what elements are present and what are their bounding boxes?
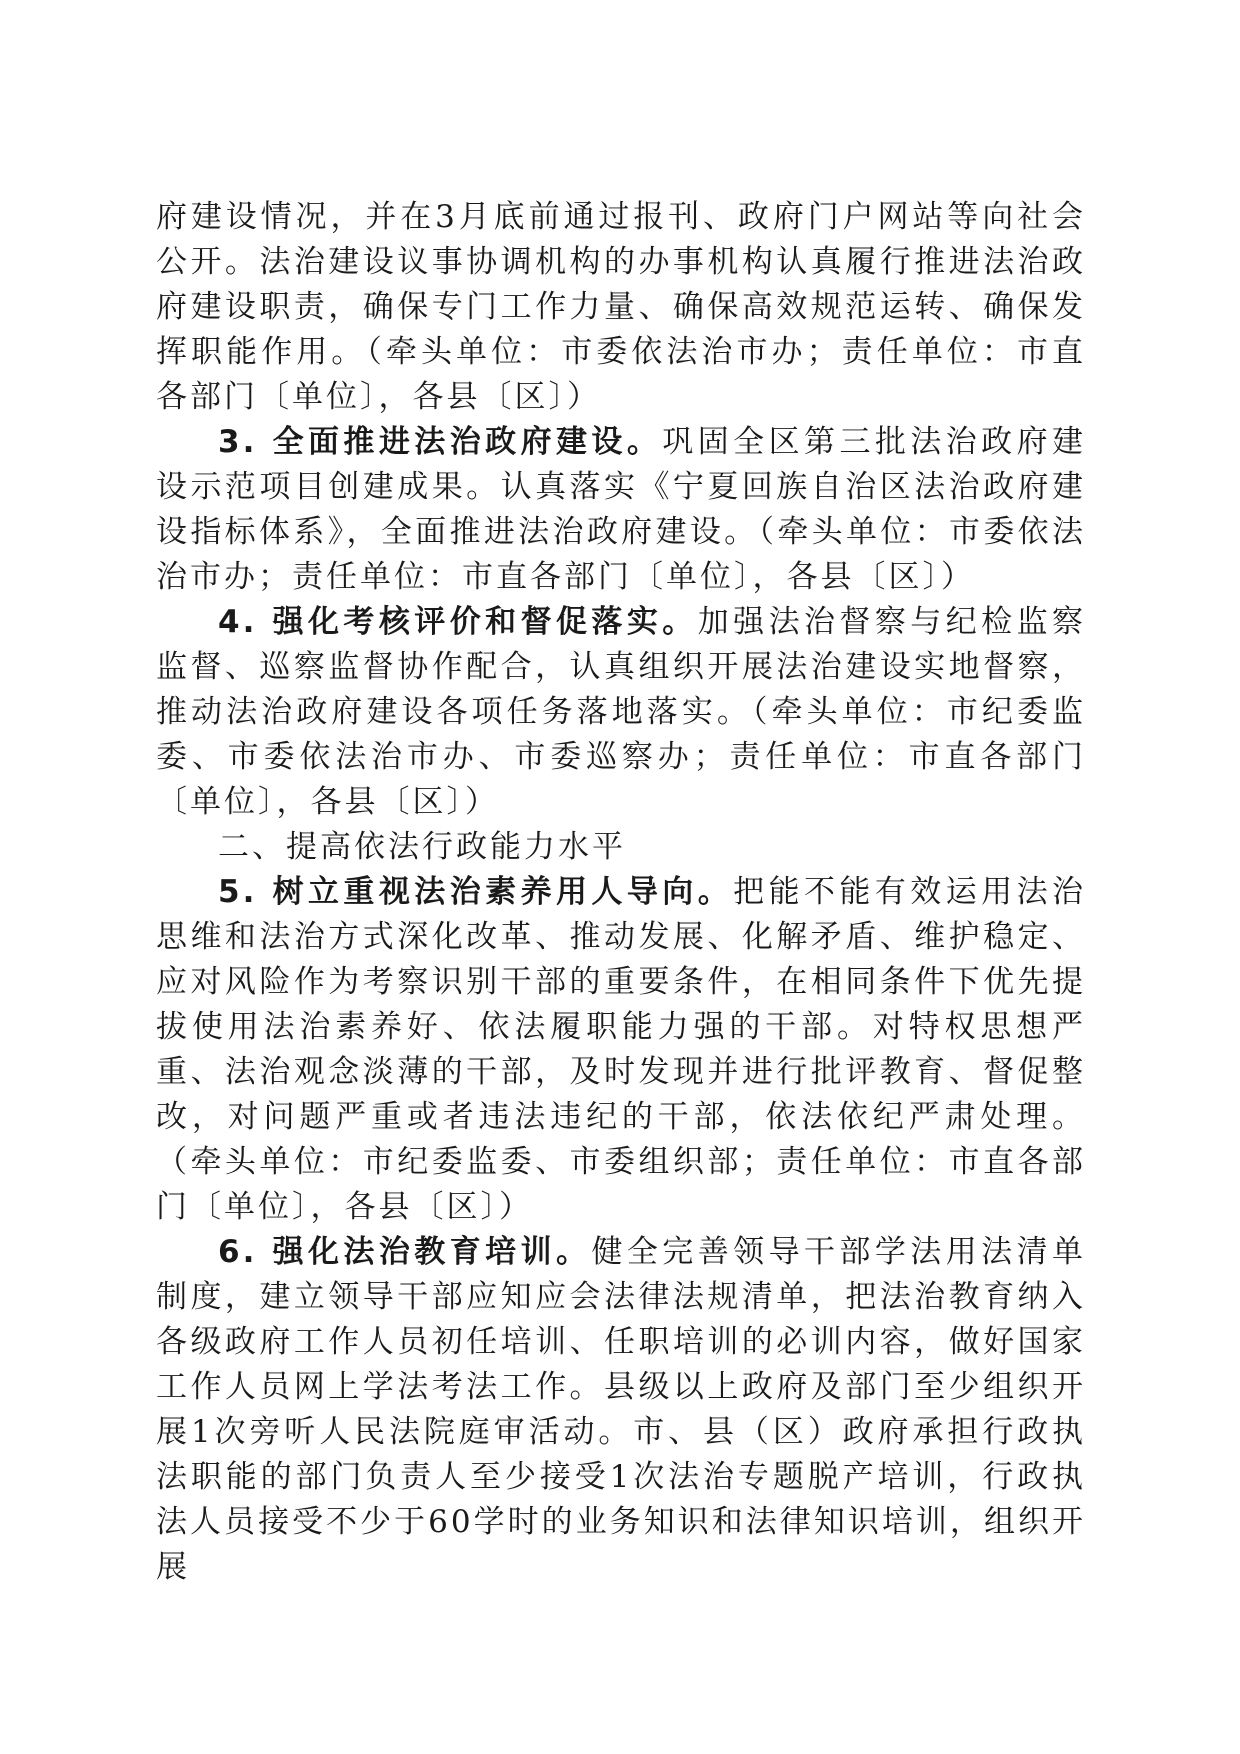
item-5-body: 把能不能有效运用法治思维和法治方式深化改革、推动发展、化解矛盾、维护稳定、应对风险作为考察识别干部的重要条件，在相同条件下优先提拔使用法治素养好、依法履职能力强的干部。对特权思想严重、法治观念淡薄的干部，及时发现并进行批评教育、督促整改，对问题严重或者违法违纪的干部，依法依纪严肃处理。（牵头单位：市纪委监委、市委组织部；责任单位：市直各部门〔单位〕，各县〔区〕）	[156, 874, 1086, 1225]
continuation-paragraph: 府建设情况，并在3月底前通过报刊、政府门户网站等向社会公开。法治建设议事协调机构的办事机构认真履行推进法治政府建设职责，确保专门工作力量、确保高效规范运转、确保发挥职能作用。（牵头单位：市委依法治市办；责任单位：市直各部门〔单位〕，各县〔区〕）	[156, 199, 1086, 415]
item-5-title: 5. 树立重视法治素养用人导向。	[218, 874, 734, 910]
item-6-paragraph	[156, 1230, 1086, 1590]
section-heading: 二、提高依法行政能力水平	[218, 829, 626, 865]
item-4-title: 4. 强化考核评价和督促落实。	[218, 604, 698, 640]
item-6-title: 6. 强化法治教育培训。	[218, 1234, 592, 1270]
item-5-paragraph	[156, 870, 1086, 1230]
item-4-paragraph	[156, 600, 1086, 825]
item-3-paragraph	[156, 420, 1086, 600]
document-body	[156, 195, 1086, 1590]
item-6-body: 健全完善领导干部学法用法清单制度，建立领导干部应知应会法律法规清单，把法治教育纳入各级政府工作人员初任培训、任职培训的必训内容，做好国家工作人员网上学法考法工作。县级以上政府及部门至少组织开展1次旁听人民法院庭审活动。市、县（区）政府承担行政执法职能的部门负责人至少接受1次法治专题脱产培训，行政执法人员接受不少于60学时的业务知识和法律知识培训，组织开展	[156, 1234, 1087, 1585]
item-4-body: 加强法治督察与纪检监察监督、巡察监督协作配合，认真组织开展法治建设实地督察，推动法治政府建设各项任务落地落实。（牵头单位：市纪委监委、市委依法治市办、市委巡察办；责任单位：市直各部门〔单位〕，各县〔区〕）	[156, 604, 1087, 820]
item-3-title: 3. 全面推进法治政府建设。	[218, 424, 663, 460]
item-3-body: 巩固全区第三批法治政府建设示范项目创建成果。认真落实《宁夏回族自治区法治政府建设指标体系》，全面推进法治政府建设。（牵头单位：市委依法治市办；责任单位：市直各部门〔单位〕，各县〔区〕）	[156, 424, 1087, 595]
